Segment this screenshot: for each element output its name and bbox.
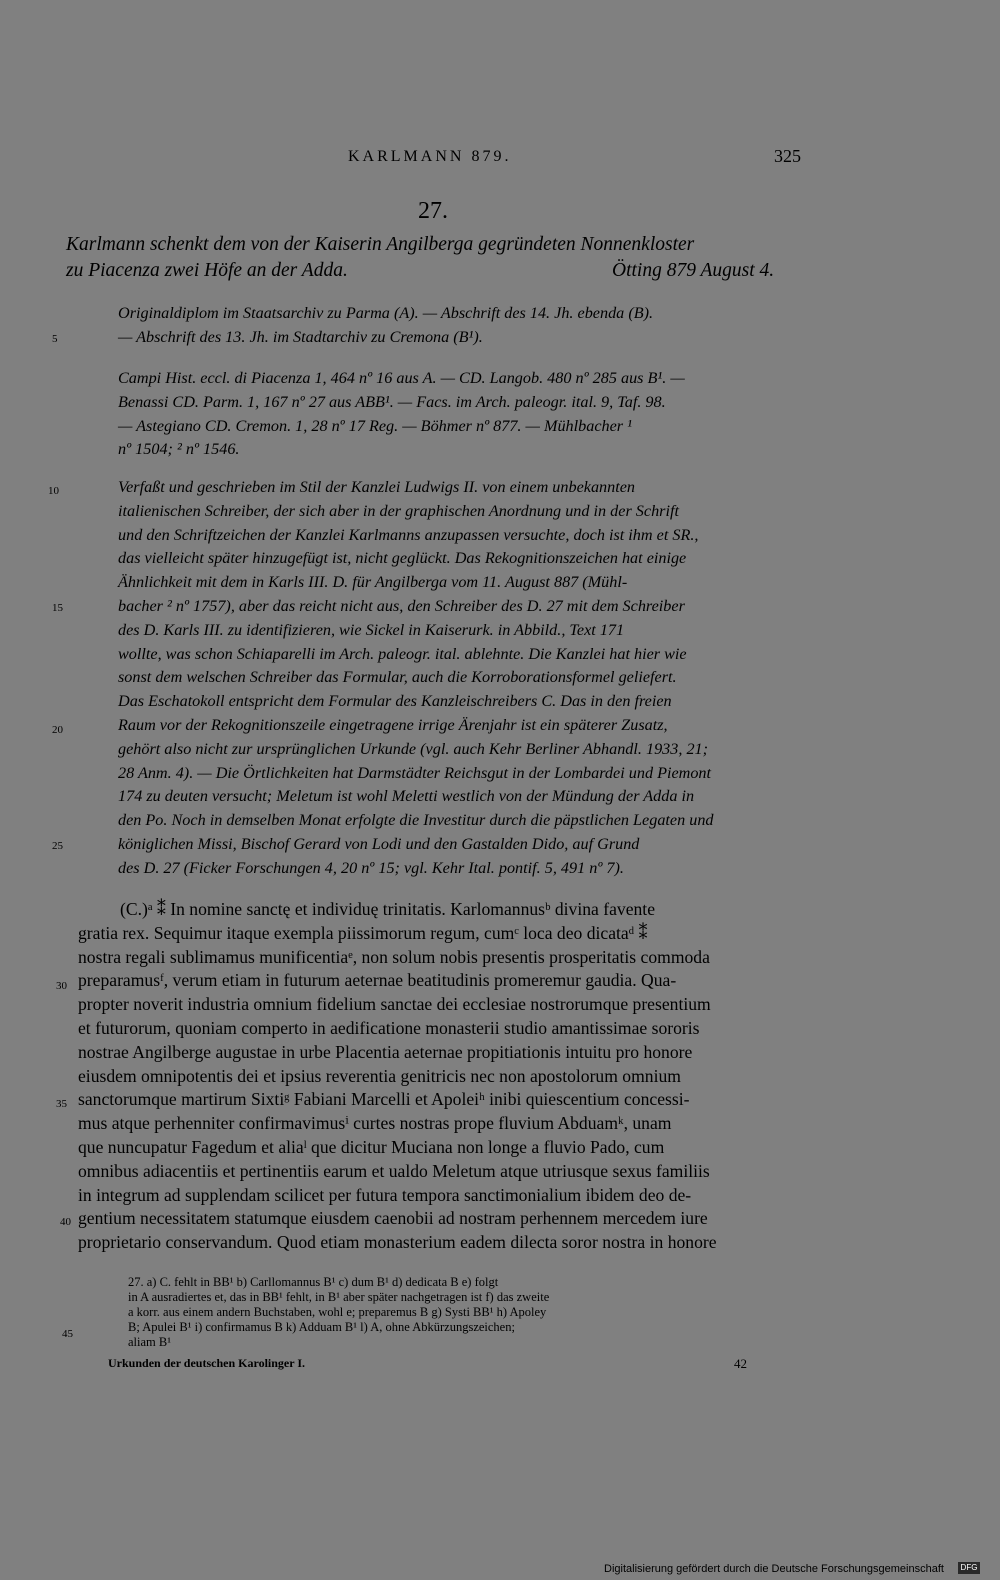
note-line: B; Apulei B¹ i) confirmamus B k) Adduam B¹ l) A, ohne Abkürzungszeichen; (128, 1320, 515, 1334)
commentary-line: italienischen Schreiber, der sich aber in der graphischen Anordnung und in der Schrift (118, 501, 679, 520)
line-number: 25 (52, 840, 63, 852)
editions-line: nº 1504; ² nº 1546. (118, 440, 240, 459)
apparatus-notes (128, 1275, 549, 1350)
commentary-line: Raum vor der Rekognitionszeile eingetragene irrige Ärenjahr ist ein späterer Zusatz, (118, 715, 668, 734)
commentary-line: und den Schriftzeichen der Kanzlei Karlmanns anzupassen versuchte, doch ist ihm et SR., (118, 525, 699, 544)
commentary-line: königlichen Missi, Bischof Gerard von Lodi und den Gastalden Dido, auf Grund (118, 834, 640, 853)
commentary-line: gehört also nicht zur ursprünglichen Urkunde (vgl. auch Kehr Berliner Abhandl. 1933, 21; (118, 739, 709, 758)
editions-block (118, 367, 685, 462)
running-title: KARLMANN 879. (348, 148, 512, 165)
charter-line: (C.)ᵃ ⁑ In nomine sanctę et individuę trinitatis. Karlomannusᵇ divina favente (120, 899, 656, 919)
document-title-line-2: zu Piacenza zwei Höfe an der Adda. (66, 260, 348, 281)
commentary-block (118, 476, 714, 881)
line-number: 10 (48, 485, 59, 497)
dfg-logo: DFG (958, 1562, 980, 1574)
line-number: 35 (56, 1098, 67, 1110)
charter-line: sanctorumque martirum Sixtiᵍ Fabiani Marcelli et Apoleiʰ inibi quiescentium concessi- (78, 1089, 690, 1110)
charter-line: proprietario conservandum. Quod etiam monasterium eadem dilecta soror nostra in honore (78, 1232, 717, 1253)
commentary-line: des D. Karls III. zu identifizieren, wie Sickel in Kaiserurk. in Abbild., Text 171 (118, 620, 625, 639)
line-number: 20 (52, 724, 63, 736)
charter-line: nostrae Angilberge augustae in urbe Placentia aeternae propitiationis intuitu pro honore (78, 1041, 693, 1062)
commentary-line: wollte, was schon Schiaparelli im Arch. paleogr. ital. ablehnte. Die Kanzlei hat hier wie (118, 644, 687, 663)
charter-line: nostra regali sublimamus munificentiaᵉ, non solum nobis presentis prosperitatis commoda (78, 946, 710, 967)
commentary-line: bacher ² nº 1757), aber das reicht nicht aus, den Schreiber des D. 27 mit dem Schreiber (118, 596, 685, 615)
commentary-line: Verfaßt und geschrieben im Stil der Kanzlei Ludwigs II. von einem unbekannten (118, 478, 636, 496)
editions-line: — Astegiano CD. Cremon. 1, 28 nº 17 Reg. — Böhmer nº 877. — Mühlbacher ¹ (118, 416, 632, 435)
editions-line: Campi Hist. eccl. di Piacenza 1, 464 nº 16 aus A. — CD. Langob. 480 nº 285 aus B¹. — (118, 369, 685, 387)
note-line: in A ausradiertes et, das in BB¹ fehlt, in B¹ aber später nachgetragen ist f) das zweite (128, 1290, 550, 1304)
charter-line: mus atque perhenniter confirmavimusⁱ curtes nostras prope fluvium Abduamᵏ, unam (78, 1113, 672, 1134)
note-line: 27. a) C. fehlt in BB¹ b) Carllomannus B¹ c) dum B¹ d) dedicata B e) folgt (128, 1275, 499, 1289)
line-number: 5 (52, 333, 58, 345)
charter-line: in integrum ad supplendam scilicet per futura tempora sanctimonialium ibidem deo de- (78, 1184, 692, 1205)
commentary-line: 174 zu deuten versucht; Meletum ist wohl Meletti westlich von der Mündung der Adda in (118, 787, 695, 806)
charter-line: et futurorum, quoniam comperto in aedificatione monasterii studio amantissimae sororis (78, 1017, 700, 1038)
document-date-place: Ötting 879 August 4. (612, 260, 775, 281)
document-title-line-1: Karlmann schenkt dem von der Kaiserin Angilberga gegründeten Nonnenkloster (66, 234, 695, 255)
commentary-line: des D. 27 (Ficker Forschungen 4, 20 nº 15; vgl. Kehr Ital. pontif. 5, 491 nº 7). (118, 858, 624, 877)
note-line: aliam B¹ (128, 1335, 171, 1349)
line-number: 40 (60, 1216, 71, 1228)
page-number: 325 (774, 146, 801, 166)
charter-line: eiusdem omnipotentis dei et ipsius reverentia genitricis nec non apostolorum omnium (78, 1065, 681, 1086)
charter-line: gratia rex. Sequimur itaque exempla piissimorum regum, cumᶜ loca deo dicataᵈ ⁑ (78, 922, 648, 943)
charter-line: propter noverit industria omnium fidelium sanctae dei ecclesiae nostrorumque presentium (78, 994, 711, 1015)
commentary-line: 28 Anm. 4). — Die Örtlichkeiten hat Darmstädter Reichsgut in der Lombardei und Piemont (118, 763, 712, 782)
signature-mark: 42 (734, 1356, 747, 1371)
charter-line: preparamusᶠ, verum etiam in futurum aeternae beatitudinis promeremur gaudia. Qua- (78, 970, 677, 991)
sources-block (118, 302, 653, 350)
charter-text (78, 898, 717, 1255)
commentary-line: das vielleicht später hinzugefügt ist, nicht geglückt. Das Rekognitionszeichen hat einige (118, 549, 687, 568)
document-number: 27. (418, 198, 448, 224)
charter-line: gentium necessitatem statumque eiusdem caenobii ad nostram perhennem mercedem iure (78, 1208, 708, 1229)
sources-line: Originaldiplom im Staatsarchiv zu Parma (A). — Abschrift des 14. Jh. ebenda (B). (118, 304, 654, 322)
digitization-note: Digitalisierung gefördert durch die Deutsche Forschungsgemeinschaft (604, 1563, 944, 1575)
commentary-line: sonst dem welschen Schreiber das Formular, auch die Korroborationsformel geliefert. (118, 668, 677, 687)
series-title: Urkunden der deutschen Karolinger I. (108, 1356, 306, 1370)
commentary-line: den Po. Noch in demselben Monat erfolgte die Investitur durch die päpstlichen Legaten und (118, 811, 714, 830)
charter-line: omnibus adiacentiis et pertinentiis earum et ualdo Meletum atque utriusque sexus familiis (78, 1160, 710, 1181)
commentary-line: Das Eschatokoll entspricht dem Formular des Kanzleischreibers C. Das in den freien (118, 692, 672, 711)
line-number: 45 (62, 1328, 73, 1340)
commentary-line: Ähnlichkeit mit dem in Karls III. D. für Angilberga vom 11. August 887 (Mühl- (118, 573, 628, 592)
note-line: a korr. aus einem andern Buchstaben, wohl e; preparemus B g) Systi BB¹ h) Apoley (128, 1305, 547, 1319)
sources-line: — Abschrift des 13. Jh. im Stadtarchiv zu Cremona (B¹). (118, 327, 483, 346)
line-number: 30 (56, 980, 67, 992)
line-number: 15 (52, 602, 63, 614)
editions-line: Benassi CD. Parm. 1, 167 nº 27 aus ABB¹. — Facs. im Arch. paleogr. ital. 9, Taf. 98. (118, 392, 666, 411)
charter-line: que nuncupatur Fagedum et aliaˡ que dicitur Muciana non longe a fluvio Pado, cum (78, 1136, 665, 1157)
